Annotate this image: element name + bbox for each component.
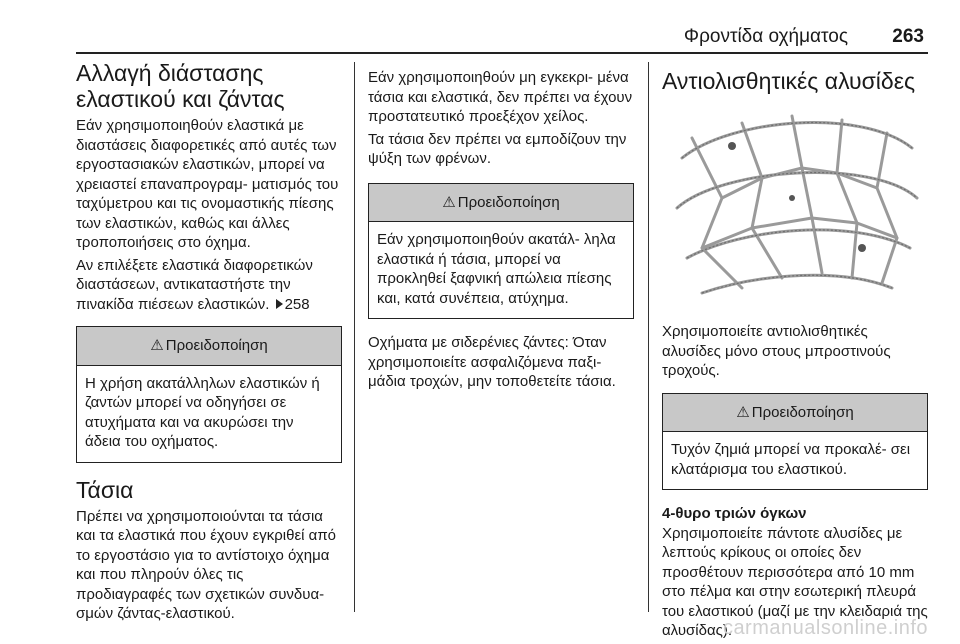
section-heading-snow-chains: Αντιολισθητικές αλυσίδες: [662, 68, 916, 94]
paragraph: [76, 256, 342, 315]
warning-text: Εάν χρησιμοποιηθούν ακατάλ‐ ληλα ελαστικά ή τάσια, μπορεί να προκληθεί ξαφνική απώλεια πίεσης και, κατά συνέπεια, ατύχημα.: [377, 231, 616, 307]
warning-title: Προειδοποίηση: [751, 403, 854, 421]
warning-title: Προειδοποίηση: [457, 193, 560, 211]
paragraph: Χρησιμοποιείτε πάντοτε αλυσίδες με λεπτούς κρίκους οι οποίες δεν προσθέτουν περισσότερα από 10 mm στο πέλμα και στην εσωτερική πλευρά του ελαστικού (μαζί με την κλειδαριά της αλυσίδας).: [662, 524, 928, 639]
subheading-sedan: 4-θυρο τριών όγκων: [662, 505, 807, 522]
paragraph: Εάν χρησιμοποιηθούν ελαστικά με διαστάσεις διαφορετικές από αυτές των εργοστασιακών ελαστικών, μπορεί να χρειαστεί επαναπρογραμ‐ ματισμός του ταχύμετρου και τις ονομαστικής πίεσης των ελαστικών, καθώς και άλλες τροποποιήσεις στο όχημα.: [76, 117, 339, 251]
page-reference[interactable]: 258: [284, 295, 310, 313]
warning-title: Προειδοποίηση: [165, 337, 268, 354]
warning-triangle-icon: ⚠: [736, 403, 750, 421]
paragraph-text: Αν επιλέξετε ελαστικά διαφορετικών διαστάσεων, αντικαταστήστε την πινακίδα πιέσεων ελαστικών.: [76, 256, 313, 313]
section-heading-tire-size: Αλλαγή διάστασης ελαστικού και ζάντας: [76, 60, 285, 112]
arrow-reference-icon: [276, 299, 283, 309]
column-2: [368, 60, 634, 395]
column-divider: [354, 62, 355, 612]
page-number: 263: [892, 26, 924, 47]
warning-triangle-icon: ⚠: [150, 337, 164, 354]
warning-triangle-icon: ⚠: [442, 193, 456, 211]
warning-header: [663, 394, 927, 433]
section-heading-hubcaps: Τάσια: [76, 476, 134, 503]
paragraph: Τα τάσια δεν πρέπει να εμποδίζουν την ψύξη των φρένων.: [368, 130, 627, 167]
warning-header: [369, 184, 633, 223]
paragraph: Χρησιμοποιείτε αντιολισθητικές αλυσίδες μόνο στους μπροστινούς τροχούς.: [662, 323, 891, 379]
column-divider: [648, 62, 649, 612]
paragraph: Οχήματα με σιδερένιες ζάντες: Όταν χρησιμοποιείτε ασφαλιζόμενα παξι‐ μάδια τροχών, μην τοποθετείτε τάσια.: [368, 334, 616, 390]
warning-box: [662, 393, 928, 491]
paragraph: Εάν χρησιμοποιηθούν μη εγκεκρι‐ μένα τάσια και ελαστικά, δεν πρέπει να έχουν προστατευτικό προεξέχον χείλος.: [368, 69, 633, 125]
column-3: [662, 60, 928, 644]
warning-text: Τυχόν ζημιά μπορεί να προκαλέ‐ σει κλατάρισμα του ελαστικού.: [671, 441, 911, 478]
running-title: Φροντίδα οχήματος: [683, 26, 848, 47]
column-1: [76, 60, 342, 627]
header-rule: [76, 52, 928, 54]
watermark: carmanualsonline.info: [722, 617, 928, 639]
warning-box: [368, 183, 634, 320]
paragraph: Πρέπει να χρησιμοποιούνται τα τάσια και τα ελαστικά που έχουν εγκριθεί από το εργοστάσιο για το αντίστοιχο όχημα και που πληρούν όλες τις προδιαγραφές των σχετικών συνδυα‐ σμών ζάντας-ελαστικού.: [76, 507, 337, 622]
warning-box: [76, 326, 342, 463]
snow-chain-illustration: [662, 98, 928, 310]
warning-header: [77, 327, 341, 366]
warning-text: Η χρήση ακατάλληλων ελαστικών ή ζαντών μπορεί να οδηγήσει σε ατυχήματα και να ακυρώσει την άδεια του οχήματος.: [85, 374, 320, 450]
